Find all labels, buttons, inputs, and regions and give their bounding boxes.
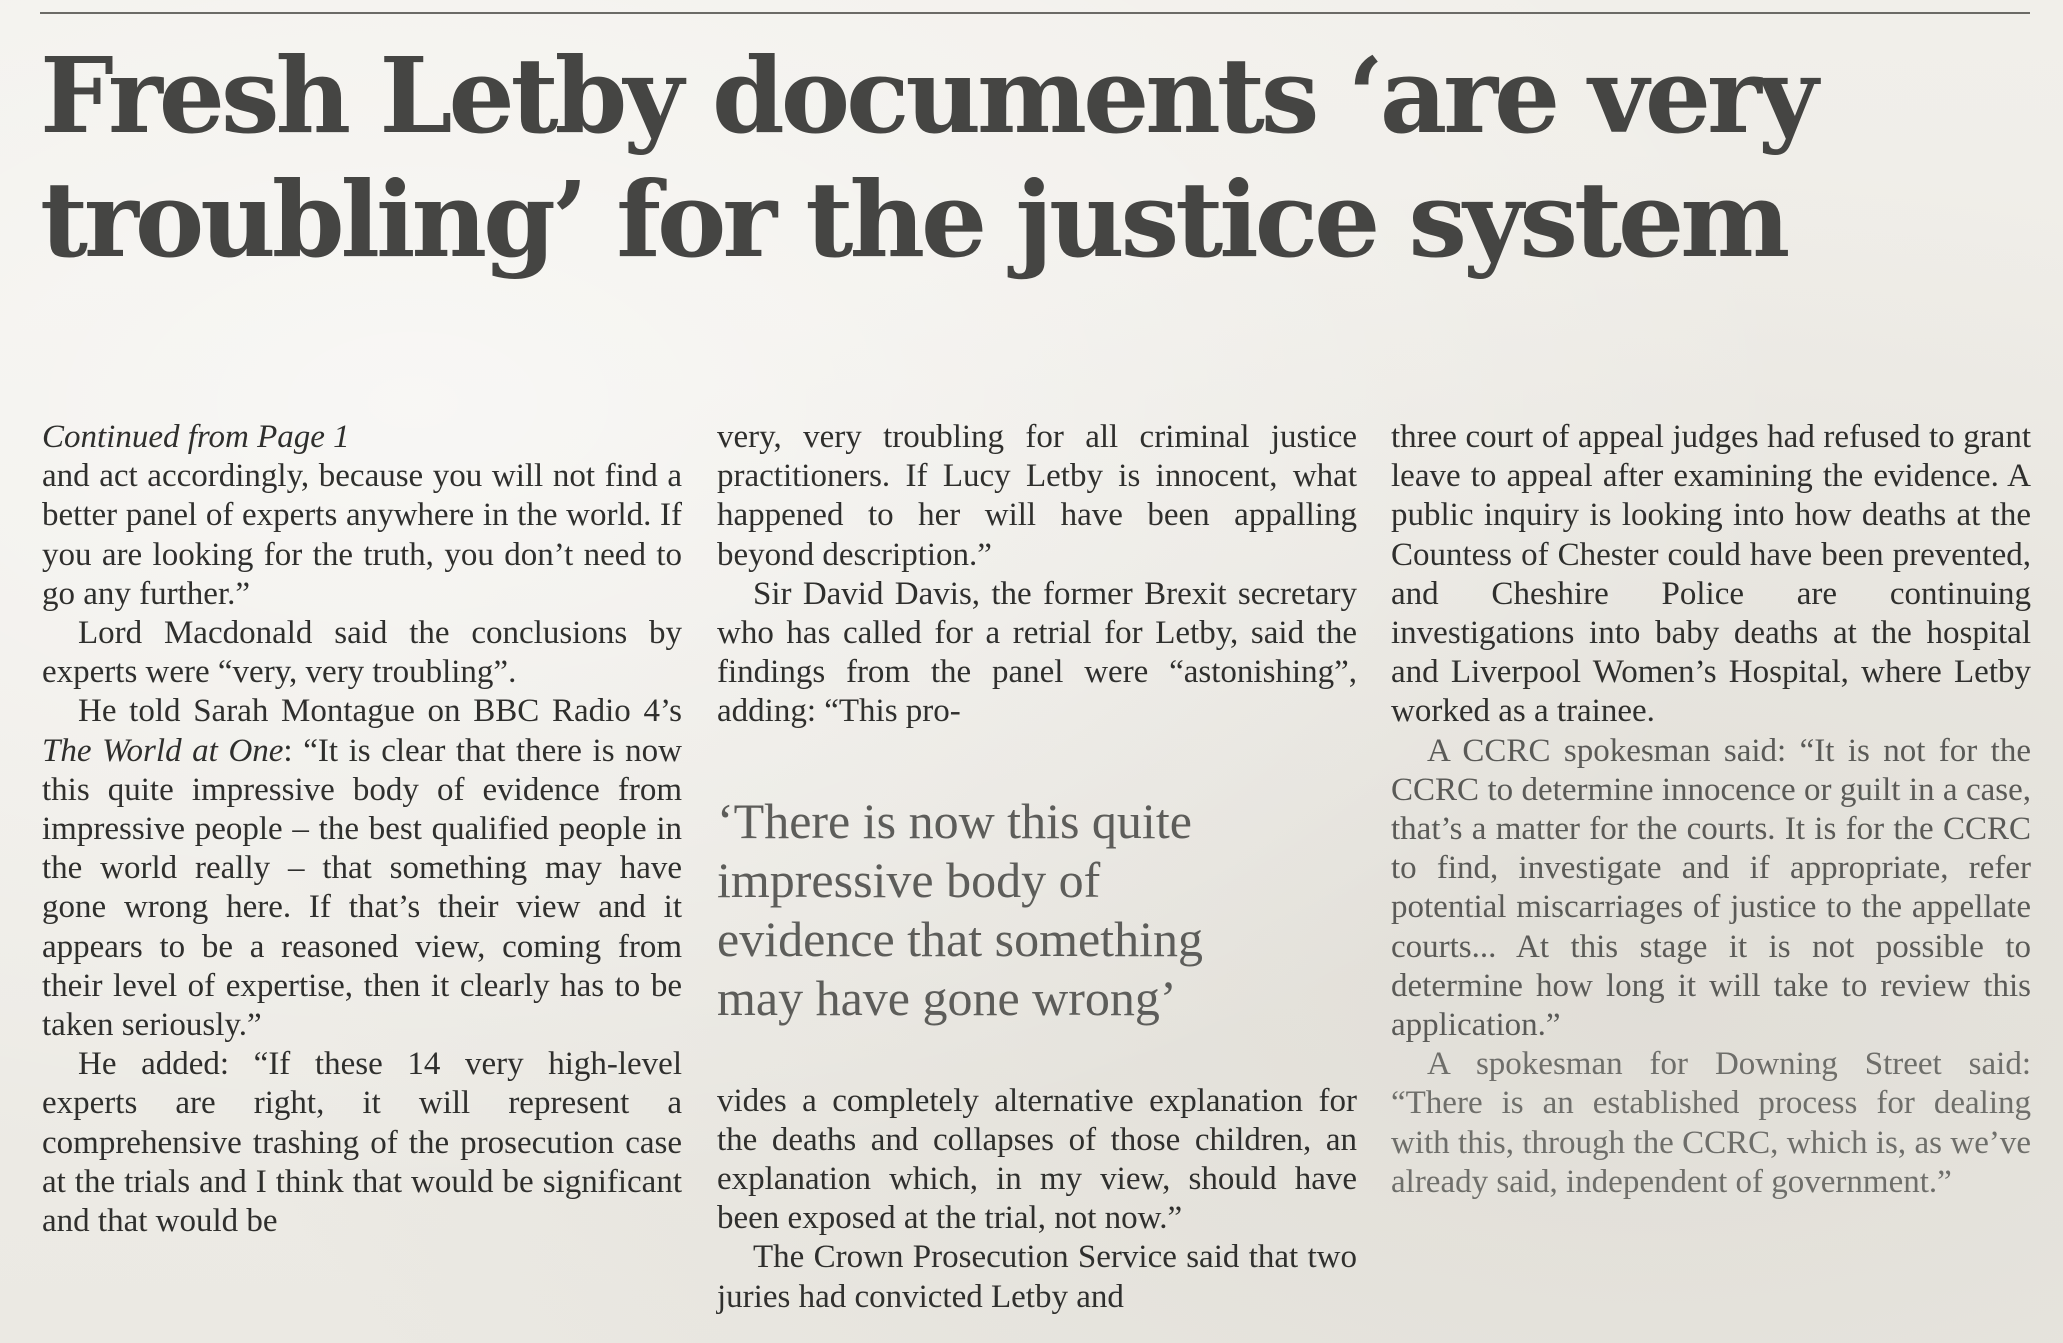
headline xyxy=(40,34,2030,282)
pull-quote: ‘There is now this quite impressive body of evidence that something may have gone wrong’ xyxy=(717,792,1203,1026)
continued-from-label: Continued from Page 1 xyxy=(42,419,350,455)
column-1-paragraph-3-after: : “It is clear that there is now this quite impressive body of evidence from impressive people – the best qualified people in the world really – that something may have gone wrong here. If that’s their view and it appears to be a reasoned view, coming from their level of expertise, then it clearly has to be taken seriously.” xyxy=(42,732,682,1044)
article-column-2 xyxy=(717,418,1357,1317)
column-2-paragraph-1: very, very troubling for all criminal justice practitioners. If Lucy Letby is innocent, what happened to her will have been appalling beyond description.” xyxy=(717,419,1357,573)
column-2-paragraph-3: vides a completely alternative explanation for the deaths and collapses of those children, an explanation which, in my view, should have been exposed at the trial, not now.” xyxy=(717,1082,1357,1237)
column-1-paragraph-3-before: He told Sarah Montague on BBC Radio 4’s xyxy=(78,693,682,730)
programme-title: The World at One xyxy=(42,732,284,769)
column-1-paragraph-4: He added: “If these 14 very high-level experts are right, it will represent a comprehensive trashing of the prosecution case at the trials and I think that would be significant and that would be xyxy=(42,1046,682,1240)
column-2-paragraph-2: Sir David Davis, the former Brexit secretary who has called for a retrial for Letby, said the findings from the panel were “astonishing”, adding: “This pro- xyxy=(717,575,1357,730)
top-rule xyxy=(40,12,2030,14)
headline-line-1: Fresh Letby documents ‘are very xyxy=(40,34,1815,157)
column-1-paragraph-2: Lord Macdonald said the conclusions by experts were “very, very troubling”. xyxy=(42,615,682,691)
article-column-1 xyxy=(42,418,682,1241)
column-3-paragraph-2: A CCRC spokesman said: “It is not for the CCRC to determine innocence or guilt in a case, that’s a matter for the courts. It is for the CCRC to find, investigate and if appropriate, refer potential miscarriages of justice to the appellate courts... At this stage it is not possible to determine how long it will take to review this application.” xyxy=(1391,732,2031,1044)
article-column-3 xyxy=(1391,418,2031,1202)
headline-line-2: troubling’ for the justice system xyxy=(40,158,1787,281)
column-1-paragraph-3 xyxy=(42,692,682,1045)
column-3-paragraph-1: three court of appeal judges had refused to grant leave to appeal after examining the evidence. A public inquiry is looking into how deaths at the Countess of Chester could have been prevented, and Cheshire Police are continuing investigations into baby deaths at the hospital and Liverpool Women’s Hospital, where Letby worked as a trainee. xyxy=(1391,419,2031,730)
column-2-paragraph-4: The Crown Prosecution Service said that two juries had convicted Letby and xyxy=(717,1239,1357,1315)
column-1-paragraph-1: and act accordingly, because you will not find a better panel of experts anywhere in the world. If you are looking for the truth, you don’t need to go any further.” xyxy=(42,458,682,612)
column-3-paragraph-3: A spokesman for Downing Street said: “There is an established process for dealing with this, through the CCRC, which is, as we’ve already said, independent of government.” xyxy=(1391,1046,2031,1200)
